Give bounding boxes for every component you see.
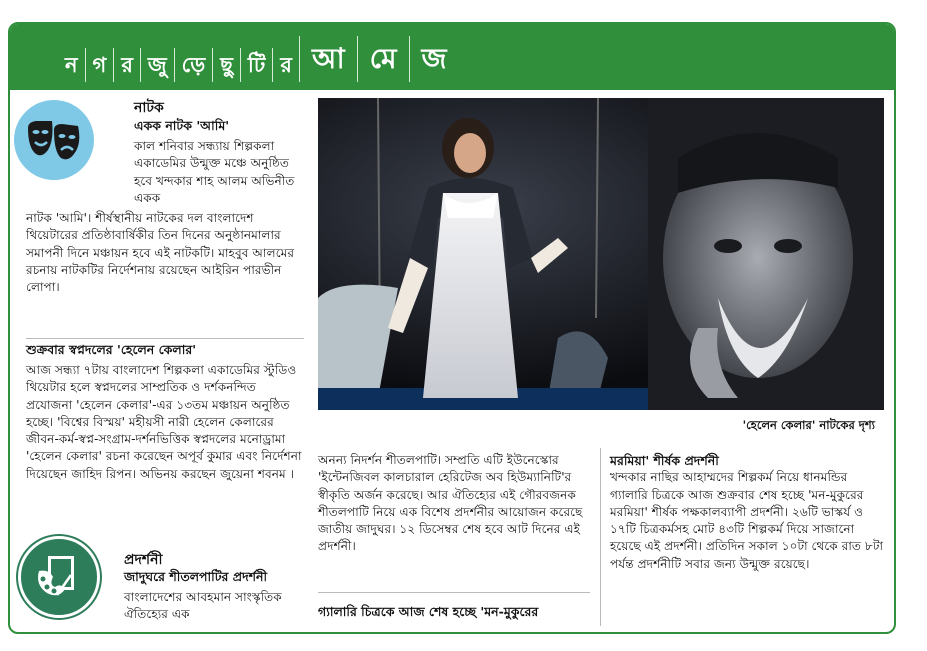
banner-letter: টি bbox=[240, 48, 272, 82]
banner-title bbox=[58, 32, 459, 82]
divider bbox=[318, 592, 590, 593]
palette-frame-icon bbox=[18, 536, 100, 618]
stage-photo bbox=[318, 98, 884, 410]
divider bbox=[26, 338, 304, 339]
banner bbox=[10, 24, 894, 90]
column-divider bbox=[600, 448, 601, 626]
photo-caption: 'হেলেন কেলার' নাটকের দৃশ্য bbox=[742, 418, 875, 432]
exhibition-section-title: প্রদর্শনী bbox=[124, 552, 163, 568]
helen-headline: শুক্রবার স্বপ্নদলের 'হেলেন কেলার' bbox=[26, 342, 197, 357]
drama-section-title: নাটক bbox=[134, 100, 164, 116]
banner-letter-big: আ bbox=[299, 36, 357, 82]
banner-letter: ড়ে bbox=[174, 48, 213, 82]
drama-body: নাটক 'আমি'। শীর্ষস্থানীয় নাটকের দল বাংলাদেশ থিয়েটারের প্রতিষ্ঠাবার্ষিকীর তিন দিনের অনুষ্ঠানমালার সমাপনী দিনে মঞ্চায়ন হবে এই নাটকটি। মাহবুব আলমের রচনায় নাটকটির নির্দেশনায় রয়েছেন আইরিন পারভীন লোপা। bbox=[26, 211, 295, 295]
banner-letter: র bbox=[272, 48, 299, 82]
column2-body: অনন্য নিদর্শন শীতলপাটি। সম্প্রতি এটি ইউনেস্কোর 'ইন্টেনজিবল কালচারাল হেরিটেজ অব হিউম্যানিটি'র স্বীকৃতি অর্জন করেছে। আর ঐতিহ্যের এই গৌরবজনক শীতলপাটি নিয়ে এক বিশেষ প্রদর্শনীর আয়োজন করেছে জাতীয় জাদুঘর। ১২ ডিসেম্বর শেষ হবে আট দিনের এই প্রদর্শনী। bbox=[318, 453, 583, 554]
gallery-headline-start: গ্যালারি চিত্রকে আজ শেষ হচ্ছে 'মন-মুকুরের bbox=[318, 604, 539, 619]
gallery-headline-end: মরমিয়া' শীর্ষক প্রদর্শনী bbox=[610, 453, 719, 468]
banner-letter-big: জ bbox=[409, 36, 459, 82]
drama-headline: একক নাটক 'আমি' bbox=[134, 118, 230, 133]
banner-letter: র bbox=[113, 48, 140, 82]
column3-body: খন্দকার নাছির আহাম্মদের শিল্পকর্ম নিয়ে ধানমন্ডির গ্যালারি চিত্রকে আজ শুক্রবার শেষ হচ্ছে 'মন-মুকুরের মরমিয়া' শীর্ষক পক্ষকালব্যাপী প্রদর্শনী। ২৬টি ভাস্কর্য ও ১৭টি চিত্রকর্মসহ মোট ৪৩টি শিল্পকর্ম দিয়ে সাজানো হয়েছে এই প্রদর্শনী। প্রতিদিন সকাল ১০টা থেকে রাত ৮টা পর্যন্ত প্রদর্শনীটি সবার জন্য উন্মুক্ত রয়েছে। bbox=[610, 470, 884, 571]
exhibition-headline: জাদুঘরে শীতলপাটির প্রদর্শনী bbox=[124, 569, 268, 584]
column-3 bbox=[610, 452, 888, 573]
banner-letter: ছু bbox=[212, 48, 240, 82]
banner-letter: জু bbox=[140, 48, 174, 82]
banner-letter-big: মে bbox=[357, 36, 409, 82]
banner-letter: ন bbox=[65, 53, 78, 77]
drama-body-wrapped: কাল শনিবার সন্ধ্যায় শিল্পকলা একাডেমির উন্মুক্ত মঞ্চে অনুষ্ঠিত হবে খন্দকার শাহ আলম অভিনীত একক bbox=[134, 139, 295, 205]
helen-body: আজ সন্ধ্যা ৭টায় বাংলাদেশ শিল্পকলা একাডেমির স্টুডিও থিয়েটার হলে স্বপ্নদলের সাম্প্রতিক ও দর্শকনন্দিত প্রযোজনা 'হেলেন কেলার'-এর ১৩তম মঞ্চায়ন অনুষ্ঠিত হচ্ছে। 'বিশ্বের বিস্ময়' মহীয়সী নারী হেলেন কেলারের জীবন-কর্ম-স্বপ্ন-সংগ্রাম-দর্শনভিত্তিক স্বপ্নদলের মনোড্রামা 'হেলেন কেলার' রচনা করেছেন অপূর্ব কুমার এবং নির্দেশনা দিয়েছেন জাহিদ রিপন। অভিনয় করছেন জুয়েনা শবনম । bbox=[26, 363, 302, 481]
exhibition-body-start: বাংলাদেশের আবহমান সাংস্কৃতিক ঐতিহ্যের এক bbox=[124, 590, 282, 622]
banner-letter: গ bbox=[85, 48, 114, 82]
column-2 bbox=[318, 452, 590, 556]
theater-masks-icon bbox=[14, 100, 94, 180]
